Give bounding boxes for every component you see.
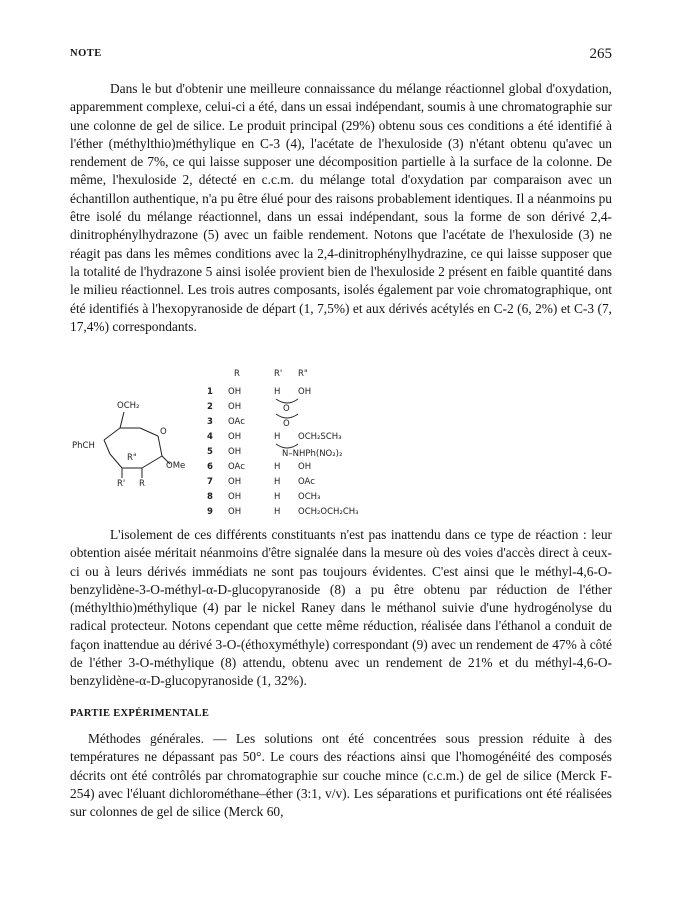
r-prime-label: R' (117, 479, 126, 489)
row-8-r-prime: H (274, 492, 281, 502)
row-7-r-double-prime: OAc (298, 477, 315, 487)
paragraph-3-text: Méthodes générales. — Les solutions ont été concentrées sous pression réduite à des températures ne dépassant pas 50°. Le cours des réactions ainsi que l'homogénéité des composés décrits ont été contrôlés par chromatographie sur couche mince (c.c.m.) de gel de silice (Merck F-254) avec l'éluant dichlorométhane–éther (3:1, v/v). Les séparations et purifications ont été réalisées sur colonnes de gel de silice (Merck 60, (70, 731, 612, 820)
row-1-number: 1 (207, 387, 213, 397)
row-5-brace (276, 444, 298, 448)
section-title: PARTIE EXPÉRIMENTALE (70, 708, 210, 719)
paragraph-3 (70, 730, 612, 821)
row-9-number: 9 (207, 507, 213, 517)
row-8-r: OH (228, 492, 242, 502)
row-6-number: 6 (207, 462, 213, 472)
och2-label: OCH₂ (117, 401, 140, 411)
row-6-r-prime: H (274, 462, 281, 472)
header-r-double-prime: R" (298, 369, 308, 379)
row-3-r: OAc (228, 417, 245, 427)
row-7-r: OH (228, 477, 242, 487)
paragraph-2 (70, 526, 612, 691)
row-9-r-double-prime: OCH₂OCH₂CH₃ (298, 507, 359, 517)
row-3-r-prime: O (283, 419, 290, 429)
header-r: R (234, 369, 240, 379)
row-3-number: 3 (207, 417, 213, 427)
row-8-r-double-prime: OCH₃ (298, 492, 321, 502)
r-label: R (139, 479, 145, 489)
row-4-number: 4 (207, 432, 213, 442)
row-5-r: OH (228, 447, 242, 457)
row-4-r: OH (228, 432, 242, 442)
row-4-r-prime: H (274, 432, 281, 442)
row-6-r: OAc (228, 462, 245, 472)
ring-skeleton (104, 412, 170, 478)
row-2-number: 2 (207, 402, 213, 412)
row-8-number: 8 (207, 492, 213, 502)
running-head: NOTE (70, 48, 102, 59)
ring-oxygen-label: O (160, 427, 167, 437)
row-1-r: OH (228, 387, 242, 397)
paragraph-1 (70, 80, 612, 336)
structure-figure (70, 368, 612, 518)
row-2-brace (276, 399, 298, 403)
row-1-r-prime: H (274, 387, 281, 397)
row-1-r-double-prime: OH (298, 387, 312, 397)
phch-label: PhCH (72, 441, 95, 451)
row-6-r-double-prime: OH (298, 462, 312, 472)
paragraph-2-text: L'isolement de ces différents constituants n'est pas inattendu dans ce type de réaction : leur obtention aisée méritait néanmoins d'être signalée dans la mesure où des voies d'accès direct à ceux-ci ou à leurs dérivés immédiats ne sont pas toujours évidentes. C'est ainsi que le méthyl-4,6-O-benzylidène-3-O-méthyl-α-D-glucopyranoside (8) a pu être obtenu par réduction de l'éther (méthylthio)méthylique (4) par le nickel Raney dans le méthanol suivie d'une hydrogénolyse du radical protecteur. Notons cependant que cette même réduction, réalisée dans l'éthanol a conduit de façon inattendue au dérivé 3-O-(éthoxyméthyle) correspondant (9) avec un rendement de 47% à côté de l'éther 3-O-méthylique (8) attendu, obtenu avec un rendement de 21% et du méthyl-4,6-O-benzylidène-α-D-glucopyranoside (1, 32%). (70, 527, 612, 689)
paragraph-1-text: Dans le but d'obtenir une meilleure connaissance du mélange réactionnel global d'oxydation, apparemment complexe, celui-ci a été, dans un essai indépendant, soumis à une chromatographie sur une colonne de gel de silice. Le produit principal (29%) obtenu sous ces conditions a été identifié à l'éther (méthylthio)méthylique en C-3 (4), l'acétate de l'hexuloside (3) n'étant obtenu qu'avec un rendement de 7%, ce qui laisse supposer une décomposition partielle à la surface de la colonne. De même, l'hexuloside 2, détecté en c.c.m. du mélange total d'oxydation par comparaison avec un échantillon authentique, n'a pu être élué pour des raisons probablement identiques. Il a néanmoins pu être isolé du mélange réactionnel, dans un essai indépendant, sous la forme de son dérivé 2,4-dinitrophénylhydrazone (5) avec un faible rendement. Notons que l'acétate de l'hexuloside (3) ne réagit pas dans les mêmes conditions avec la 2,4-dinitrophénylhydrazine, ce qui laisse supposer que la totalité de l'hydrazone 5 ainsi isolée provient bien de l'hexuloside 2 présent en faible quantité dans le milieu réactionnel. Les trois autres composants, isolés également par voie chromatographique, ont été identifiés à l'hexopyranoside de départ (1, 7,5%) et aux dérivés acétylés en C-2 (6, 2%) et C-3 (7, 17,4%) correspondants. (70, 81, 612, 334)
row-5-number: 5 (207, 447, 213, 457)
row-9-r-prime: H (274, 507, 281, 517)
row-7-number: 7 (207, 477, 213, 487)
row-9-r: OH (228, 507, 242, 517)
r-double-prime-label: R" (127, 453, 137, 463)
header-r-prime: R' (274, 369, 283, 379)
chemical-structure-diagram (70, 368, 612, 518)
page-header (70, 48, 612, 66)
row-2-r: OH (228, 402, 242, 412)
row-2-r-prime: O (283, 404, 290, 414)
page-number: 265 (589, 46, 612, 62)
row-5-r-prime: N–NHPh(NO₂)₂ (282, 449, 343, 459)
row-3-brace (276, 414, 298, 418)
ome-label: OMe (166, 461, 186, 471)
row-7-r-prime: H (274, 477, 281, 487)
row-4-r-double-prime: OCH₂SCH₃ (298, 432, 342, 442)
